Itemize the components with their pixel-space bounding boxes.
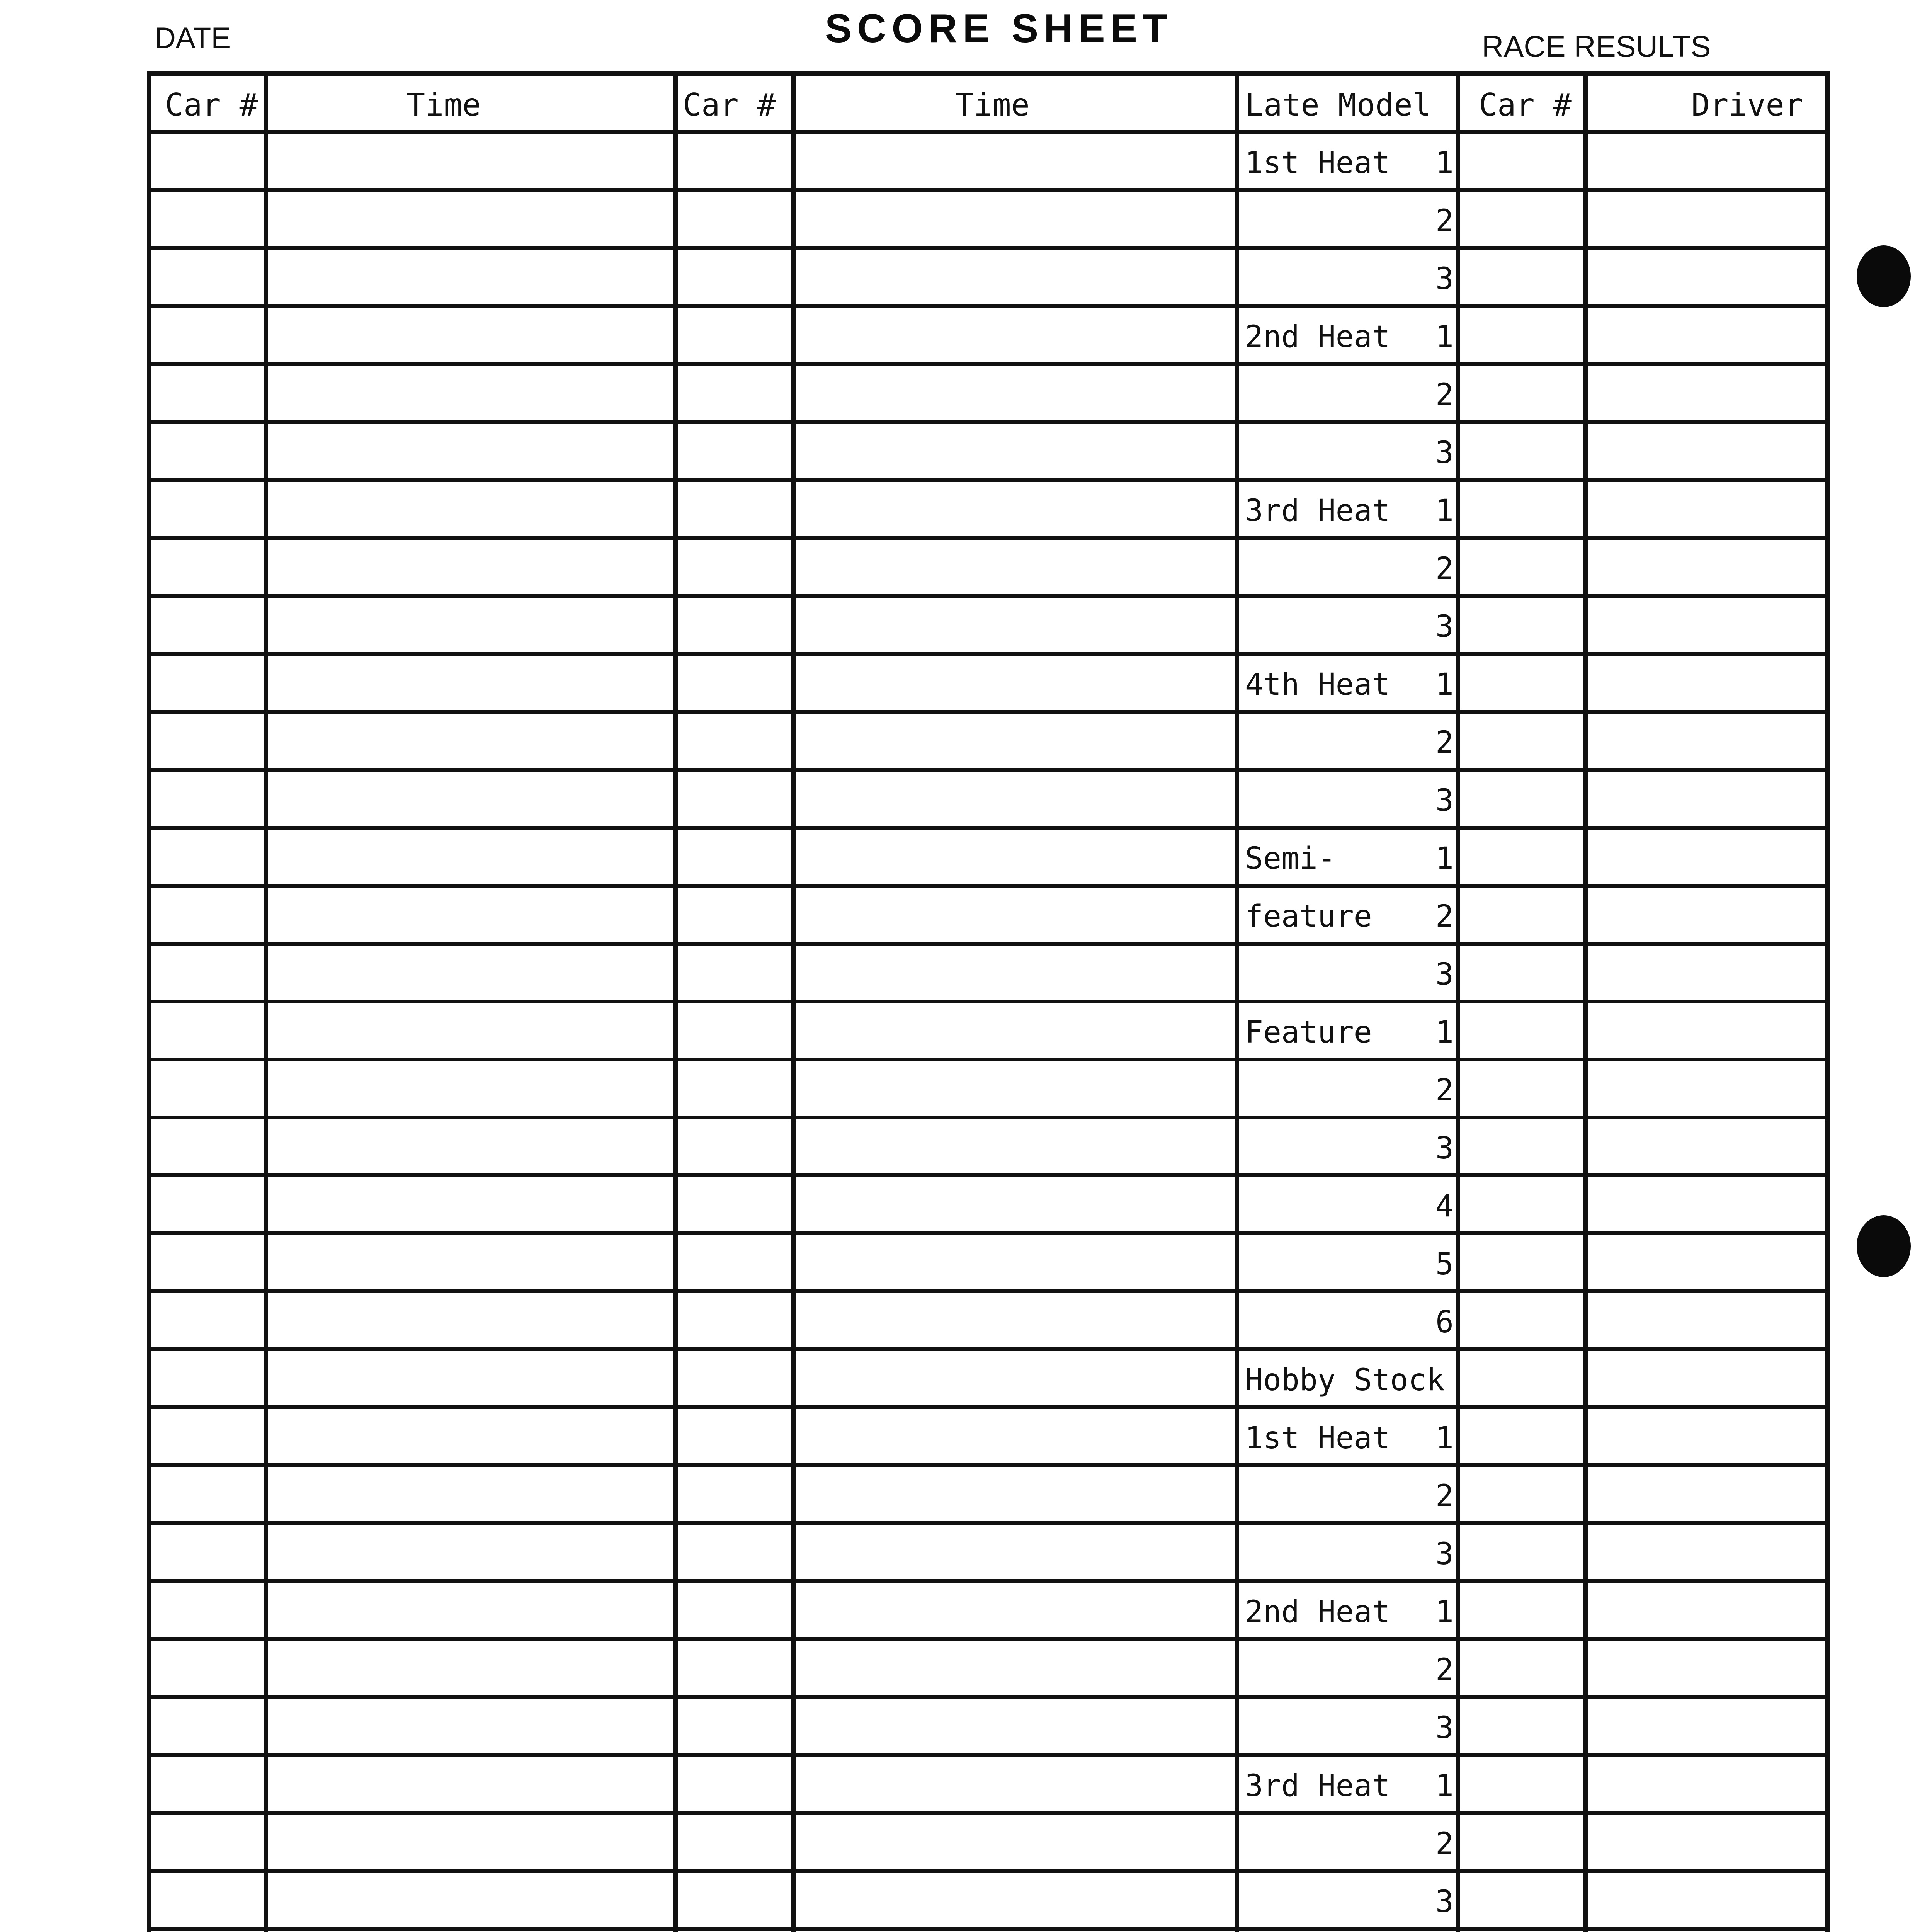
table-row [151, 424, 1825, 482]
row-divider [151, 884, 1825, 888]
row-divider [151, 188, 1825, 192]
place-number: 5 [1435, 1247, 1454, 1282]
place-number: 1 [1435, 146, 1454, 180]
table-row [151, 192, 1825, 250]
place-number: 1 [1435, 667, 1454, 702]
row-divider [151, 1927, 1825, 1931]
row-divider [151, 594, 1825, 598]
row-divider [151, 1637, 1825, 1641]
table-row [151, 1699, 1825, 1757]
table-row [151, 1293, 1825, 1351]
event-label: 1st Heat [1245, 1421, 1390, 1456]
place-number: 3 [1435, 609, 1454, 644]
place-number: 2 [1435, 1653, 1454, 1687]
col-header-car-number: Car # [1479, 87, 1572, 123]
event-label: 4th Heat [1245, 667, 1390, 702]
place-number: 1 [1435, 1015, 1454, 1050]
table-row [151, 1873, 1825, 1931]
place-number: 1 [1435, 1595, 1454, 1629]
table-row [151, 1467, 1825, 1525]
place-number: 6 [1435, 1305, 1454, 1340]
table-row [151, 888, 1825, 946]
row-divider [151, 1289, 1825, 1293]
table-row [151, 308, 1825, 366]
table-row [151, 1235, 1825, 1293]
place-number [1396, 1359, 1454, 1401]
race-results-label: RACE RESULTS [1482, 29, 1711, 63]
event-label: 1st Heat [1245, 146, 1390, 180]
row-divider [151, 826, 1825, 830]
col-header-time: Time [406, 87, 481, 123]
place-number: 3 [1435, 1884, 1454, 1919]
table-row [151, 1061, 1825, 1119]
row-divider [151, 1173, 1825, 1177]
row-divider [151, 768, 1825, 772]
col-header-car-number: Car # [683, 87, 776, 123]
place-number: 2 [1435, 899, 1454, 934]
page-title: SCORE SHEET [825, 6, 1173, 51]
place-number: 3 [1435, 957, 1454, 992]
row-divider [151, 304, 1825, 308]
row-divider [151, 1753, 1825, 1757]
place-number: 1 [1435, 320, 1454, 354]
table-row [151, 1641, 1825, 1699]
row-divider [151, 1463, 1825, 1467]
table-row [151, 1525, 1825, 1583]
place-number: 2 [1435, 725, 1454, 760]
col-header-time: Time [955, 87, 1030, 123]
table-row [151, 946, 1825, 1003]
table-row [151, 482, 1825, 540]
place-number: 4 [1435, 1189, 1454, 1224]
place-number: 2 [1435, 204, 1454, 238]
place-number: 3 [1435, 1131, 1454, 1166]
table-row [151, 1351, 1825, 1409]
place-number: 3 [1435, 1711, 1454, 1745]
table-row [151, 656, 1825, 714]
place-number: 2 [1435, 1073, 1454, 1108]
row-divider [151, 1521, 1825, 1525]
table-row [151, 1815, 1825, 1873]
table-row [151, 1409, 1825, 1467]
place-number: 3 [1435, 1537, 1454, 1571]
table-row [151, 250, 1825, 308]
table-row [151, 1119, 1825, 1177]
table-row [151, 1003, 1825, 1061]
score-table [147, 71, 1830, 1932]
table-row [151, 1757, 1825, 1815]
place-number: 2 [1435, 1827, 1454, 1861]
col-header-car-number: Car # [165, 87, 258, 123]
row-divider [151, 420, 1825, 424]
event-label: Semi- [1245, 841, 1336, 876]
place-number: 1 [1435, 1421, 1454, 1456]
place-number: 2 [1435, 378, 1454, 412]
row-divider [151, 536, 1825, 540]
table-row [151, 134, 1825, 192]
event-label: 3rd Heat [1245, 1769, 1390, 1803]
table-row [151, 540, 1825, 598]
table-row [151, 1583, 1825, 1641]
place-number: 3 [1435, 262, 1454, 296]
table-row [151, 1177, 1825, 1235]
row-divider [151, 1000, 1825, 1003]
row-divider [151, 478, 1825, 482]
col-header-driver: Driver [1691, 87, 1803, 123]
row-divider [151, 1811, 1825, 1815]
place-number: 2 [1435, 1479, 1454, 1514]
binder-hole-icon [1857, 245, 1911, 307]
place-number: 1 [1435, 1769, 1454, 1803]
row-divider [151, 1869, 1825, 1873]
row-divider [151, 1116, 1825, 1119]
date-label: DATE [155, 22, 231, 54]
place-number: 3 [1435, 783, 1454, 818]
col-header-event: Late Model [1245, 87, 1431, 123]
table-row [151, 830, 1825, 888]
table-row [151, 714, 1825, 772]
table-row [151, 366, 1825, 424]
event-label: feature [1245, 899, 1372, 934]
binder-hole-icon [1857, 1215, 1911, 1277]
row-divider [151, 1695, 1825, 1699]
row-divider [151, 246, 1825, 250]
place-number: 1 [1435, 841, 1454, 876]
row-divider [151, 1579, 1825, 1583]
row-divider [151, 1347, 1825, 1351]
table-row [151, 772, 1825, 830]
place-number: 1 [1435, 493, 1454, 528]
row-divider [151, 1231, 1825, 1235]
event-label: Feature [1245, 1015, 1372, 1050]
row-divider [151, 1405, 1825, 1409]
header-underline [151, 130, 1825, 134]
table-row [151, 598, 1825, 656]
row-divider [151, 1058, 1825, 1061]
row-divider [151, 942, 1825, 946]
event-label: 3rd Heat [1245, 493, 1390, 528]
event-label: Hobby Stock [1245, 1363, 1445, 1398]
place-number: 2 [1435, 551, 1454, 586]
row-divider [151, 652, 1825, 656]
place-number: 3 [1435, 435, 1454, 470]
row-divider [151, 710, 1825, 714]
event-label: 2nd Heat [1245, 1595, 1390, 1629]
row-divider [151, 362, 1825, 366]
event-label: 2nd Heat [1245, 320, 1390, 354]
